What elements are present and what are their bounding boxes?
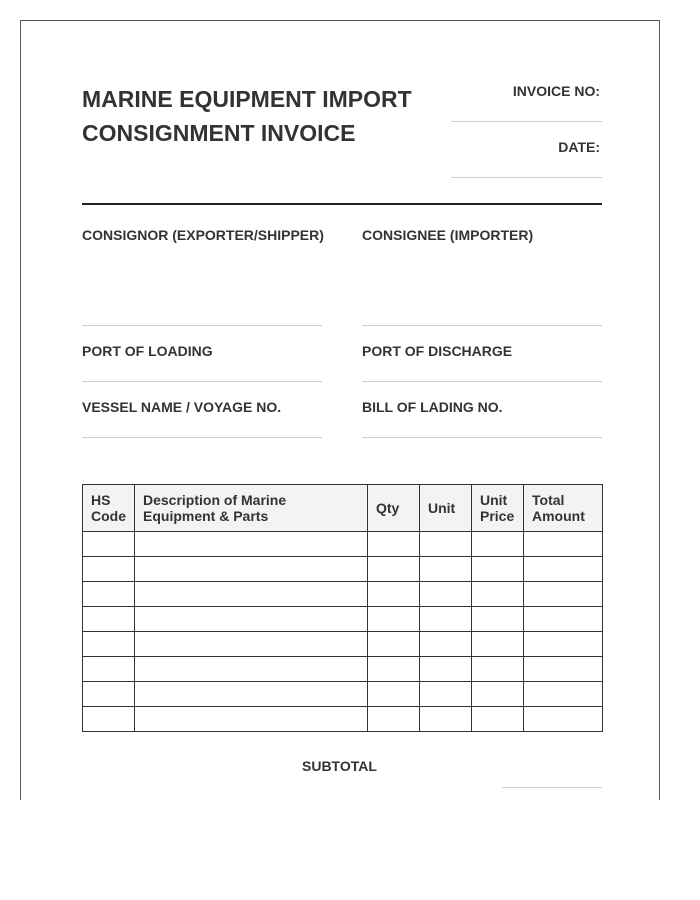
table-cell[interactable] <box>524 682 603 707</box>
vessel-label: VESSEL NAME / VOYAGE NO. <box>82 399 282 415</box>
table-row <box>83 557 603 582</box>
table-cell[interactable] <box>524 657 603 682</box>
table-cell[interactable] <box>368 682 420 707</box>
column-header: Unit Price <box>472 485 524 532</box>
table-cell[interactable] <box>135 632 368 657</box>
table-cell[interactable] <box>135 557 368 582</box>
consignor-label: CONSIGNOR (EXPORTER/SHIPPER) <box>82 227 324 243</box>
table-cell[interactable] <box>83 657 135 682</box>
column-header: Description of Marine Equipment & Parts <box>135 485 368 532</box>
invoice-sheet <box>20 20 660 800</box>
column-header: Qty <box>368 485 420 532</box>
column-header: HS Code <box>83 485 135 532</box>
table-row <box>83 607 603 632</box>
table-cell[interactable] <box>83 707 135 732</box>
invoice-no-label: INVOICE NO: <box>512 83 600 99</box>
table-body <box>83 532 603 732</box>
port-of-discharge-label: PORT OF DISCHARGE <box>362 343 513 359</box>
vessel-field[interactable] <box>82 437 322 438</box>
table-cell[interactable] <box>524 557 603 582</box>
port-of-discharge-field[interactable] <box>362 381 602 382</box>
table-cell[interactable] <box>524 632 603 657</box>
title-line-2: CONSIGNMENT INVOICE <box>82 120 356 146</box>
bill-of-lading-field[interactable] <box>362 437 602 438</box>
table-row <box>83 532 603 557</box>
consignee-label: CONSIGNEE (IMPORTER) <box>362 227 534 243</box>
table-cell[interactable] <box>472 682 524 707</box>
port-of-loading-field[interactable] <box>82 381 322 382</box>
table-cell[interactable] <box>524 607 603 632</box>
table-cell[interactable] <box>135 582 368 607</box>
table-cell[interactable] <box>368 532 420 557</box>
table-cell[interactable] <box>420 707 472 732</box>
table-cell[interactable] <box>420 582 472 607</box>
invoice-title <box>82 82 462 150</box>
table-cell[interactable] <box>420 532 472 557</box>
table-cell[interactable] <box>420 607 472 632</box>
table-row <box>83 582 603 607</box>
table-cell[interactable] <box>472 657 524 682</box>
table-cell[interactable] <box>83 582 135 607</box>
table-cell[interactable] <box>472 707 524 732</box>
table-cell[interactable] <box>420 632 472 657</box>
table-cell[interactable] <box>524 707 603 732</box>
table-cell[interactable] <box>83 682 135 707</box>
column-header: Total Amount <box>524 485 603 532</box>
table-cell[interactable] <box>83 607 135 632</box>
column-header: Unit <box>420 485 472 532</box>
subtotal-label: SUBTOTAL <box>302 758 377 774</box>
invoice-no-field[interactable] <box>451 121 602 122</box>
table-header-row <box>83 485 603 532</box>
table-cell[interactable] <box>420 682 472 707</box>
title-line-1: MARINE EQUIPMENT IMPORT <box>82 86 412 112</box>
table-cell[interactable] <box>472 557 524 582</box>
table-cell[interactable] <box>135 707 368 732</box>
table-row <box>83 682 603 707</box>
table-cell[interactable] <box>368 632 420 657</box>
table-cell[interactable] <box>420 657 472 682</box>
table-cell[interactable] <box>83 557 135 582</box>
table-cell[interactable] <box>524 532 603 557</box>
table-cell[interactable] <box>472 582 524 607</box>
table-cell[interactable] <box>420 557 472 582</box>
table-cell[interactable] <box>368 582 420 607</box>
table-cell[interactable] <box>83 632 135 657</box>
table-row <box>83 657 603 682</box>
table-cell[interactable] <box>472 632 524 657</box>
table-cell[interactable] <box>472 607 524 632</box>
items-table <box>82 484 603 732</box>
date-field[interactable] <box>451 177 602 178</box>
table-cell[interactable] <box>368 657 420 682</box>
table-cell[interactable] <box>135 657 368 682</box>
bill-of-lading-label: BILL OF LADING NO. <box>362 399 503 415</box>
table-cell[interactable] <box>368 707 420 732</box>
header-divider <box>82 203 602 205</box>
table-cell[interactable] <box>368 557 420 582</box>
table-cell[interactable] <box>368 607 420 632</box>
table-cell[interactable] <box>135 532 368 557</box>
consignor-field[interactable] <box>82 325 322 326</box>
consignee-field[interactable] <box>362 325 602 326</box>
table-cell[interactable] <box>524 582 603 607</box>
table-cell[interactable] <box>83 532 135 557</box>
table-cell[interactable] <box>135 682 368 707</box>
table-row <box>83 632 603 657</box>
subtotal-field[interactable] <box>502 787 602 788</box>
port-of-loading-label: PORT OF LOADING <box>82 343 213 359</box>
table-cell[interactable] <box>135 607 368 632</box>
date-label: DATE: <box>558 139 600 155</box>
table-cell[interactable] <box>472 532 524 557</box>
table-row <box>83 707 603 732</box>
